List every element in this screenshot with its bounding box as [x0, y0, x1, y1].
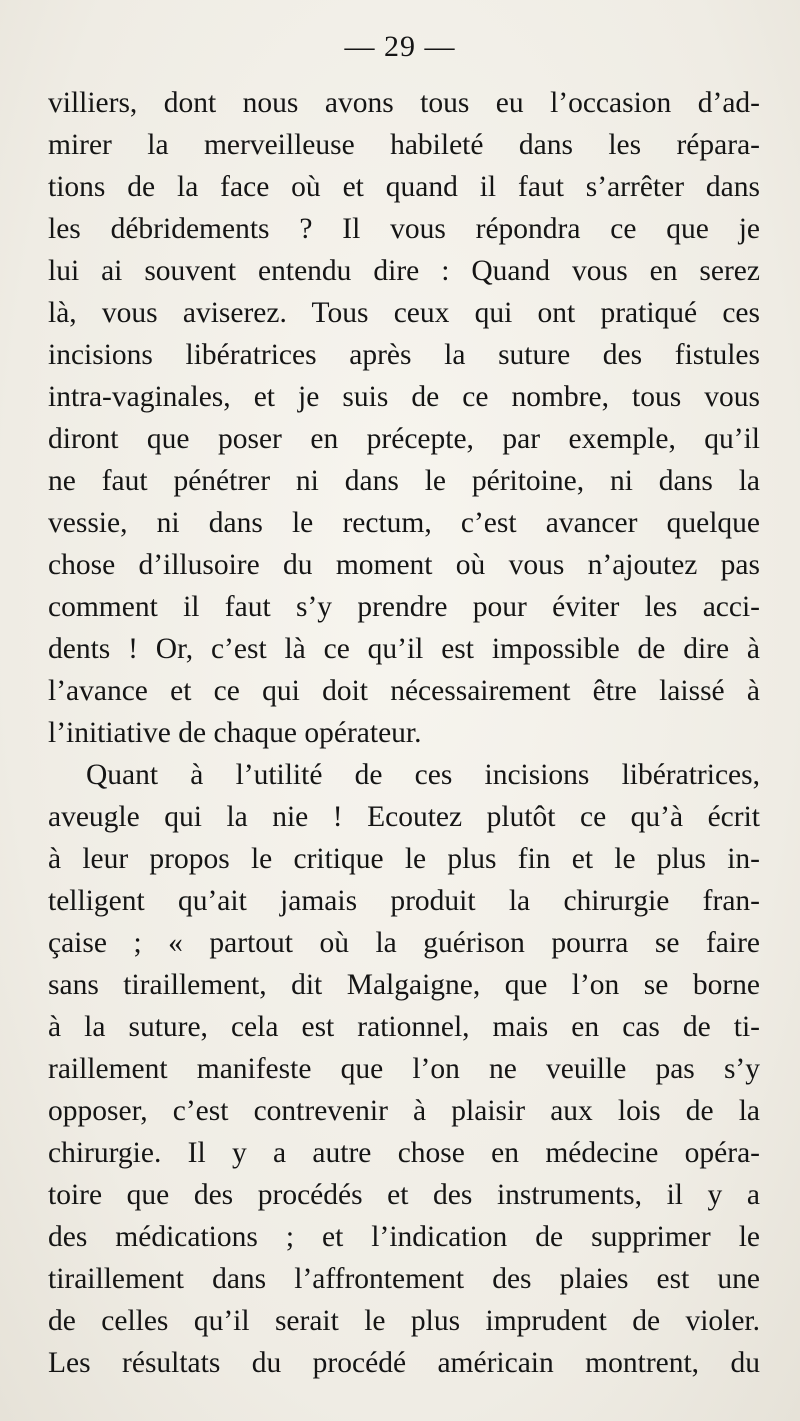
text-line: Quant à l’utilité de ces incisions libératrices, [86, 759, 760, 791]
text-line: aveugle qui la nie ! Ecoutez plutôt ce qu’à écrit [48, 801, 760, 833]
text-line: chose d’illusoire du moment où vous n’ajoutez pas [48, 549, 760, 581]
text-line: Les résultats du procédé américain montrent, du [48, 1347, 760, 1379]
text-line: de celles qu’il serait le plus imprudent de violer. [48, 1305, 760, 1337]
text-line: à leur propos le critique le plus fin et le plus in- [48, 843, 760, 875]
text-line: ne faut pénétrer ni dans le péritoine, ni dans la [48, 465, 760, 497]
text-line: chirurgie. Il y a autre chose en médecine opéra- [48, 1137, 760, 1169]
text-line: opposer, c’est contrevenir à plaisir aux lois de la [48, 1095, 760, 1127]
text-line: çaise ; « partout où la guérison pourra se faire [48, 927, 760, 959]
text-line: l’initiative de chaque opérateur. [48, 717, 422, 749]
text-line: là, vous aviserez. Tous ceux qui ont pratiqué ces [48, 297, 760, 329]
text-line: l’avance et ce qui doit nécessairement être laissé à [48, 675, 760, 707]
text-line: les débridements ? Il vous répondra ce que je [48, 213, 760, 245]
text-line: à la suture, cela est rationnel, mais en cas de ti- [48, 1011, 760, 1043]
page-number: — 29 — [344, 30, 456, 63]
text-line: mirer la merveilleuse habileté dans les répara- [48, 129, 760, 161]
body-text [48, 82, 760, 1384]
text-line: toire que des procédés et des instruments, il y a [48, 1179, 760, 1211]
text-line: incisions libératrices après la suture des fistules [48, 339, 760, 371]
text-line: sans tiraillement, dit Malgaigne, que l’on se borne [48, 969, 760, 1001]
text-line: telligent qu’ait jamais produit la chirurgie fran- [48, 885, 760, 917]
text-line: tions de la face où et quand il faut s’arrêter dans [48, 171, 760, 203]
text-line: comment il faut s’y prendre pour éviter les acci- [48, 591, 760, 623]
text-line: raillement manifeste que l’on ne veuille pas s’y [48, 1053, 760, 1085]
text-line: tiraillement dans l’affrontement des plaies est une [48, 1263, 760, 1295]
text-line: vessie, ni dans le rectum, c’est avancer quelque [48, 507, 760, 539]
text-line: villiers, dont nous avons tous eu l’occasion d’ad- [48, 87, 760, 119]
text-line: des médications ; et l’indication de supprimer le [48, 1221, 760, 1253]
text-line: dents ! Or, c’est là ce qu’il est impossible de dire à [48, 633, 760, 665]
text-line: diront que poser en précepte, par exemple, qu’il [48, 423, 760, 455]
text-line: intra-vaginales, et je suis de ce nombre, tous vous [48, 381, 760, 413]
text-line: lui ai souvent entendu dire : Quand vous en serez [48, 255, 760, 287]
